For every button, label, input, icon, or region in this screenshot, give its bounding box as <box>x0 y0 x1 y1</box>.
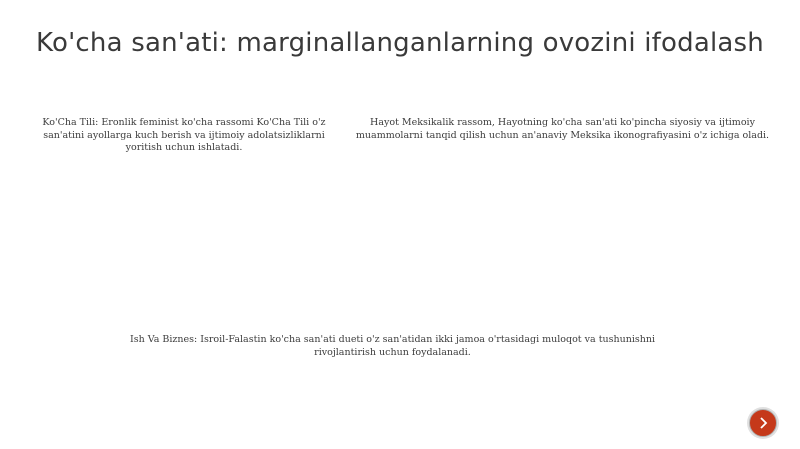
slide-title: Ko'cha san'ati: marginallanganlarning ovozini ifodalash <box>36 28 764 58</box>
caption-ko-cha-tili: Ko'Cha Tili: Eronlik feminist ko'cha rassomi Ko'Cha Tili o'z san'atini ayollarga kuch berish va ijtimoiy adolatsizliklarni yoritish uchun ishlatadi. <box>42 117 326 153</box>
caption-ish-va-biznes: Ish Va Biznes: Isroil-Falastin ko'cha san'ati dueti o'z san'atidan ikki jamoa o'rtasidagi muloqot va tushunishni rivojlantirish uchun foydalanadi. <box>129 334 656 358</box>
chevron-right-icon <box>758 417 768 429</box>
next-slide-button[interactable] <box>749 409 777 437</box>
caption-hayot: Hayot Meksikalik rassom, Hayotning ko'cha san'ati ko'pincha siyosiy va ijtimoiy muammolarni tanqid qilish uchun an'anaviy Meksika ikonografiyasini o'z ichiga oladi. <box>355 117 770 141</box>
